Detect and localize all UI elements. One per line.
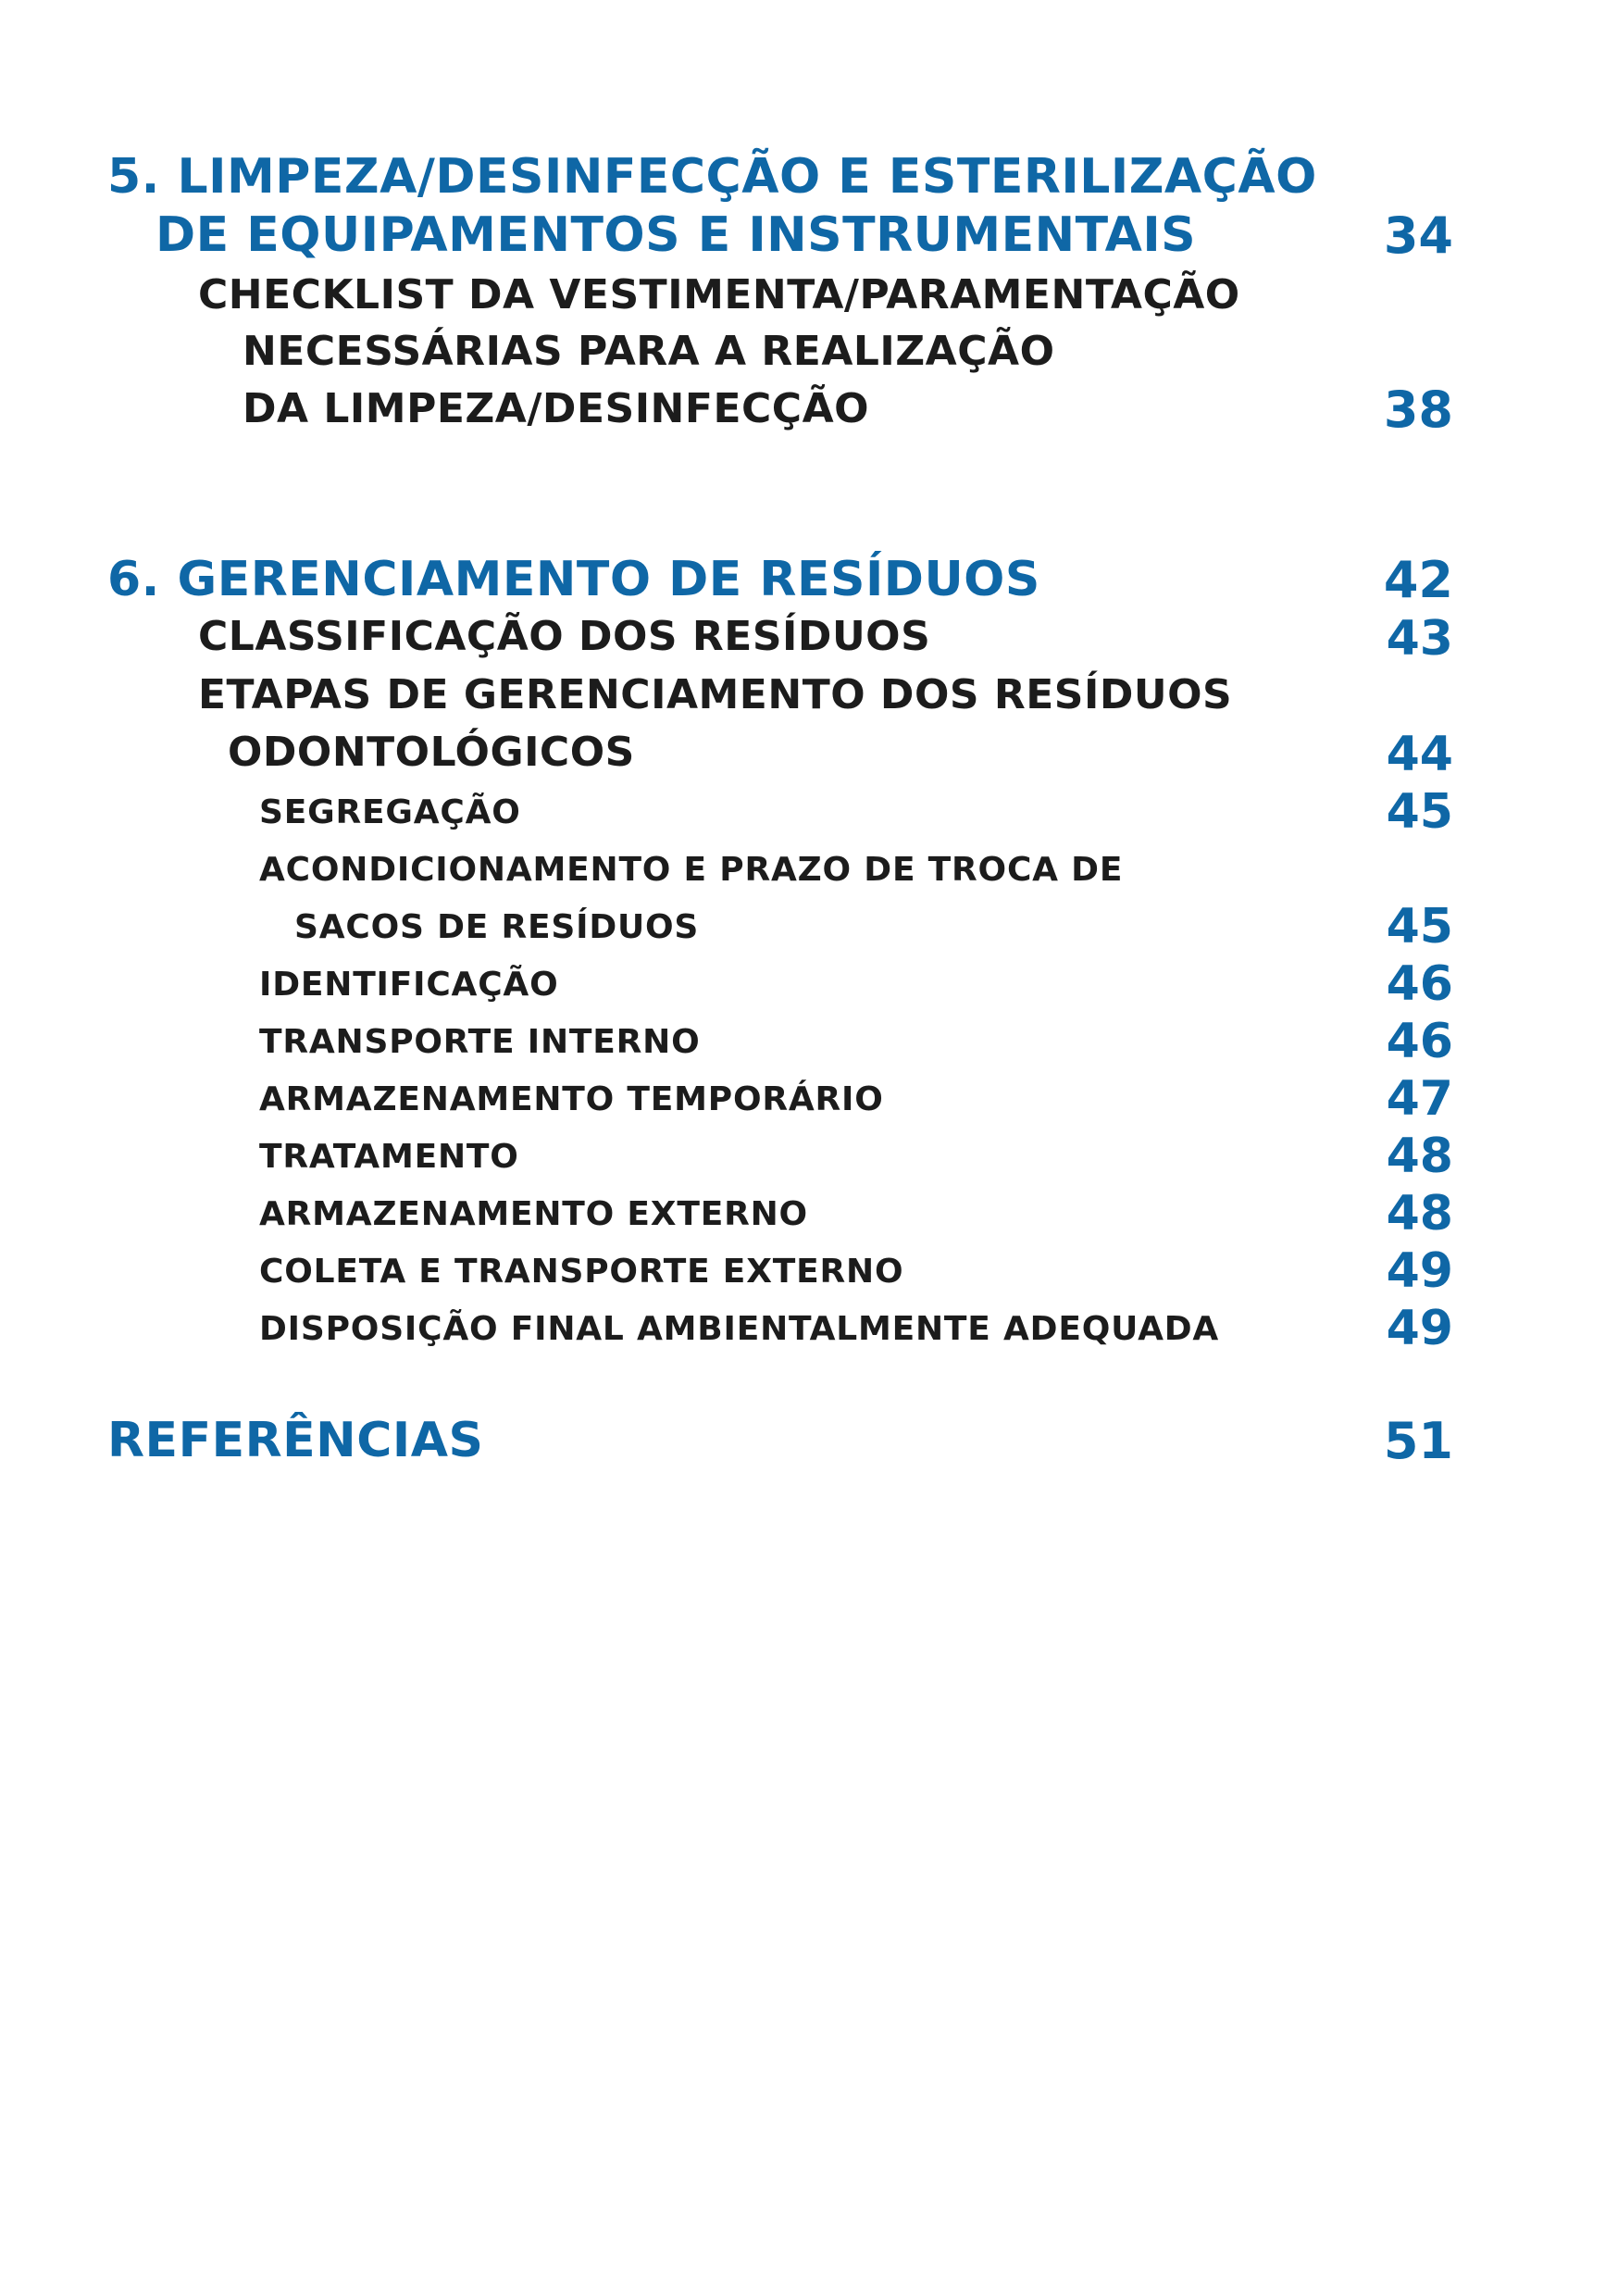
referencias-page-number[interactable]: 51: [1383, 1412, 1453, 1470]
checklist-title-line2[interactable]: NECESSÁRIAS PARA A REALIZAÇÃO: [243, 328, 1055, 375]
section-5-page-number[interactable]: 34: [1383, 206, 1453, 265]
checklist-title-line1[interactable]: CHECKLIST DA VESTIMENTA/PARAMENTAÇÃO: [198, 271, 1240, 318]
checklist-page-number[interactable]: 38: [1383, 381, 1453, 439]
section-6-page-number[interactable]: 42: [1383, 551, 1453, 609]
item-disposicao-final[interactable]: DISPOSIÇÃO FINAL AMBIENTALMENTE ADEQUADA: [259, 1310, 1220, 1348]
classificacao-page-number[interactable]: 43: [1386, 611, 1453, 667]
item-transporte-interno[interactable]: TRANSPORTE INTERNO: [259, 1023, 701, 1061]
item-acondicionamento-page[interactable]: 45: [1386, 899, 1453, 955]
item-armazenamento-temporario[interactable]: ARMAZENAMENTO TEMPORÁRIO: [259, 1080, 884, 1118]
item-tratamento-page[interactable]: 48: [1386, 1129, 1453, 1184]
section-5-title-line1[interactable]: 5. LIMPEZA/DESINFECÇÃO E ESTERILIZAÇÃO: [107, 149, 1317, 205]
etapas-title-line1[interactable]: ETAPAS DE GERENCIAMENTO DOS RESÍDUOS: [198, 671, 1233, 718]
item-armazenamento-externo-page[interactable]: 48: [1386, 1186, 1453, 1242]
item-tratamento[interactable]: TRATAMENTO: [259, 1138, 519, 1176]
etapas-title-line2[interactable]: ODONTOLÓGICOS: [228, 729, 635, 776]
item-armazenamento-externo[interactable]: ARMAZENAMENTO EXTERNO: [259, 1195, 808, 1233]
item-segregacao[interactable]: SEGREGAÇÃO: [259, 793, 521, 831]
item-acondicionamento-line2[interactable]: SACOS DE RESÍDUOS: [294, 908, 700, 946]
item-coleta-transporte-externo-page[interactable]: 49: [1386, 1243, 1453, 1299]
item-coleta-transporte-externo[interactable]: COLETA E TRANSPORTE EXTERNO: [259, 1253, 904, 1291]
item-segregacao-page[interactable]: 45: [1386, 784, 1453, 840]
item-acondicionamento-line1[interactable]: ACONDICIONAMENTO E PRAZO DE TROCA DE: [259, 851, 1124, 889]
section-5-title-line2[interactable]: DE EQUIPAMENTOS E INSTRUMENTAIS: [156, 207, 1197, 263]
item-identificacao[interactable]: IDENTIFICAÇÃO: [259, 966, 559, 1004]
section-6-title[interactable]: 6. GERENCIAMENTO DE RESÍDUOS: [107, 552, 1040, 607]
item-armazenamento-temporario-page[interactable]: 47: [1386, 1071, 1453, 1127]
checklist-title-line3[interactable]: DA LIMPEZA/DESINFECÇÃO: [243, 385, 870, 432]
item-disposicao-final-page[interactable]: 49: [1386, 1301, 1453, 1356]
etapas-page-number[interactable]: 44: [1386, 727, 1453, 782]
item-transporte-interno-page[interactable]: 46: [1386, 1014, 1453, 1069]
classificacao-title[interactable]: CLASSIFICAÇÃO DOS RESÍDUOS: [198, 613, 931, 660]
item-identificacao-page[interactable]: 46: [1386, 956, 1453, 1012]
referencias-title[interactable]: REFERÊNCIAS: [107, 1413, 484, 1468]
